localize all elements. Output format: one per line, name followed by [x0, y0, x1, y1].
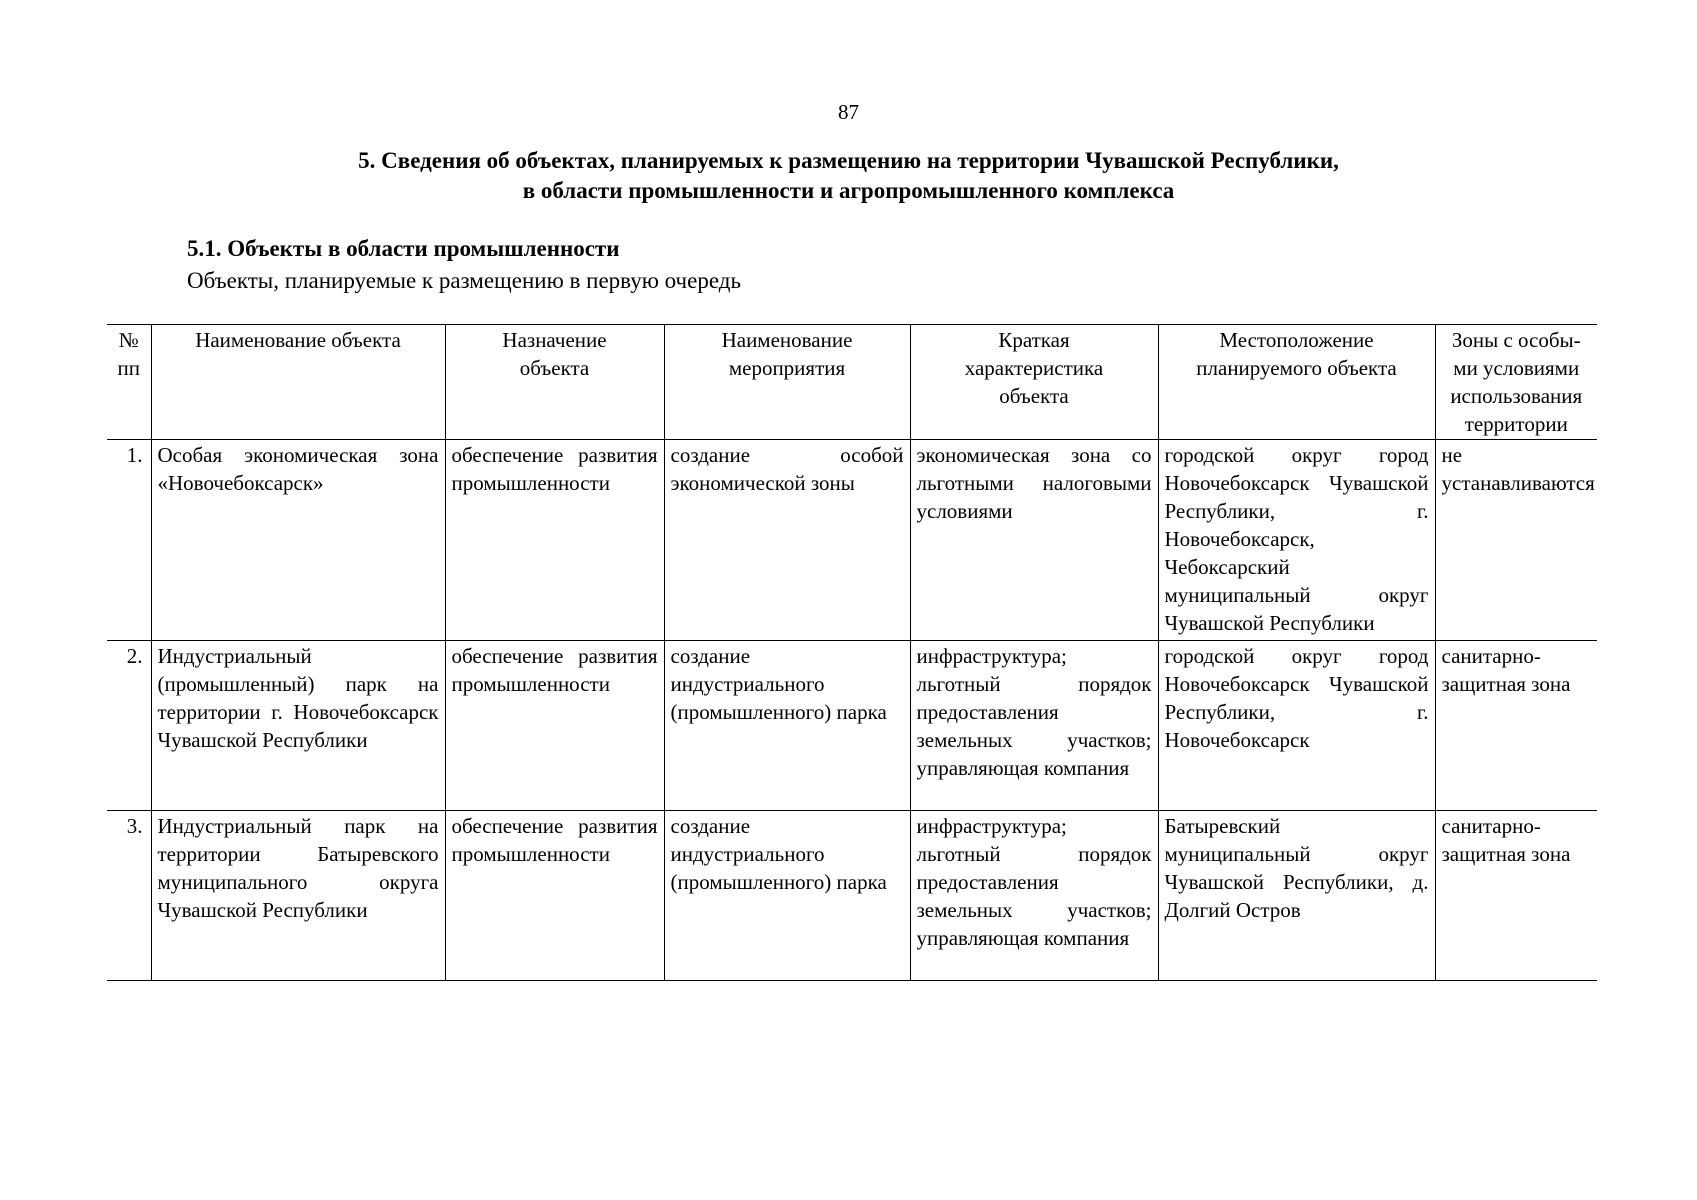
header-purpose — [445, 325, 664, 440]
header-characteristic-line: Краткая — [998, 328, 1070, 352]
document-title — [0, 146, 1697, 206]
header-zones-line: ми условиями — [1453, 356, 1580, 380]
cell-characteristic: инфраструктура; льготный порядок предоставления земельных участков; управляющая компания — [910, 641, 1158, 811]
header-name — [151, 325, 445, 440]
cell-num: 1. — [107, 440, 151, 641]
header-location — [1158, 325, 1435, 440]
cell-zones: не устанавливаются — [1435, 440, 1597, 641]
header-measure-line: мероприятия — [728, 356, 846, 380]
title-line-2: в области промышленности и агропромышленного комплекса — [522, 178, 1175, 203]
cell-measure: создание индустриального (промышленного) парка — [664, 641, 910, 811]
page-number: 87 — [838, 100, 859, 124]
cell-purpose: обеспечение развития промышленности — [445, 811, 664, 981]
cell-characteristic: экономическая зона со льготными налоговыми условиями — [910, 440, 1158, 641]
cell-name: Индустриальный (промышленный) парк на территории г. Новочебоксарск Чувашской Республики — [151, 641, 445, 811]
cell-zones: санитарно-защитная зона — [1435, 641, 1597, 811]
table-row — [107, 811, 1597, 981]
cell-name: Особая экономическая зона «Новочебоксарск» — [151, 440, 445, 641]
header-num-line: пп — [117, 356, 140, 380]
cell-purpose: обеспечение развития промышленности — [445, 641, 664, 811]
cell-location: городской округ город Новочебоксарск Чувашской Республики, г. Новочебоксарск, Чебоксарский муниципальный округ Чувашской Республики — [1158, 440, 1435, 641]
header-location-line: планируемого объекта — [1196, 356, 1397, 380]
header-zones-line: Зоны с особы- — [1451, 328, 1581, 352]
header-zones — [1435, 325, 1597, 440]
header-num-line: № — [118, 328, 139, 352]
cell-measure: создание особой экономической зоны — [664, 440, 910, 641]
table-row — [107, 641, 1597, 811]
cell-location: Батыревский муниципальный округ Чувашской Республики, д. Долгий Остров — [1158, 811, 1435, 981]
header-characteristic — [910, 325, 1158, 440]
header-purpose-line: Назначение — [502, 328, 607, 352]
header-num — [107, 325, 151, 440]
header-name-line: Наименование объекта — [195, 328, 401, 352]
cell-zones: санитарно-защитная зона — [1435, 811, 1597, 981]
cell-name: Индустриальный парк на территории Батыревского муниципального округа Чувашской Республики — [151, 811, 445, 981]
header-characteristic-line: характеристика — [964, 356, 1104, 380]
header-zones-line: территории — [1464, 412, 1568, 436]
title-line-1: 5. Сведения об объектах, планируемых к размещению на территории Чувашской Республики, — [358, 148, 1339, 173]
cell-num: 3. — [107, 811, 151, 981]
objects-table — [107, 324, 1597, 981]
header-measure — [664, 325, 910, 440]
section-heading: 5.1. Объекты в области промышленности — [187, 236, 620, 261]
header-zones-line: использования — [1450, 384, 1583, 408]
header-location-line: Местоположение — [1219, 328, 1374, 352]
cell-purpose: обеспечение развития промышленности — [445, 440, 664, 641]
cell-location: городской округ город Новочебоксарск Чувашской Республики, г. Новочебоксарск — [1158, 641, 1435, 811]
header-measure-line: Наименование — [721, 328, 853, 352]
cell-measure: создание индустриального (промышленного) парка — [664, 811, 910, 981]
table-header-row — [107, 325, 1597, 440]
header-purpose-line: объекта — [519, 356, 590, 380]
table-row — [107, 440, 1597, 641]
cell-characteristic: инфраструктура; льготный порядок предоставления земельных участков; управляющая компания — [910, 811, 1158, 981]
header-characteristic-line: объекта — [999, 384, 1069, 408]
cell-num: 2. — [107, 641, 151, 811]
section-subheading: Объекты, планируемые к размещению в первую очередь — [187, 268, 741, 293]
